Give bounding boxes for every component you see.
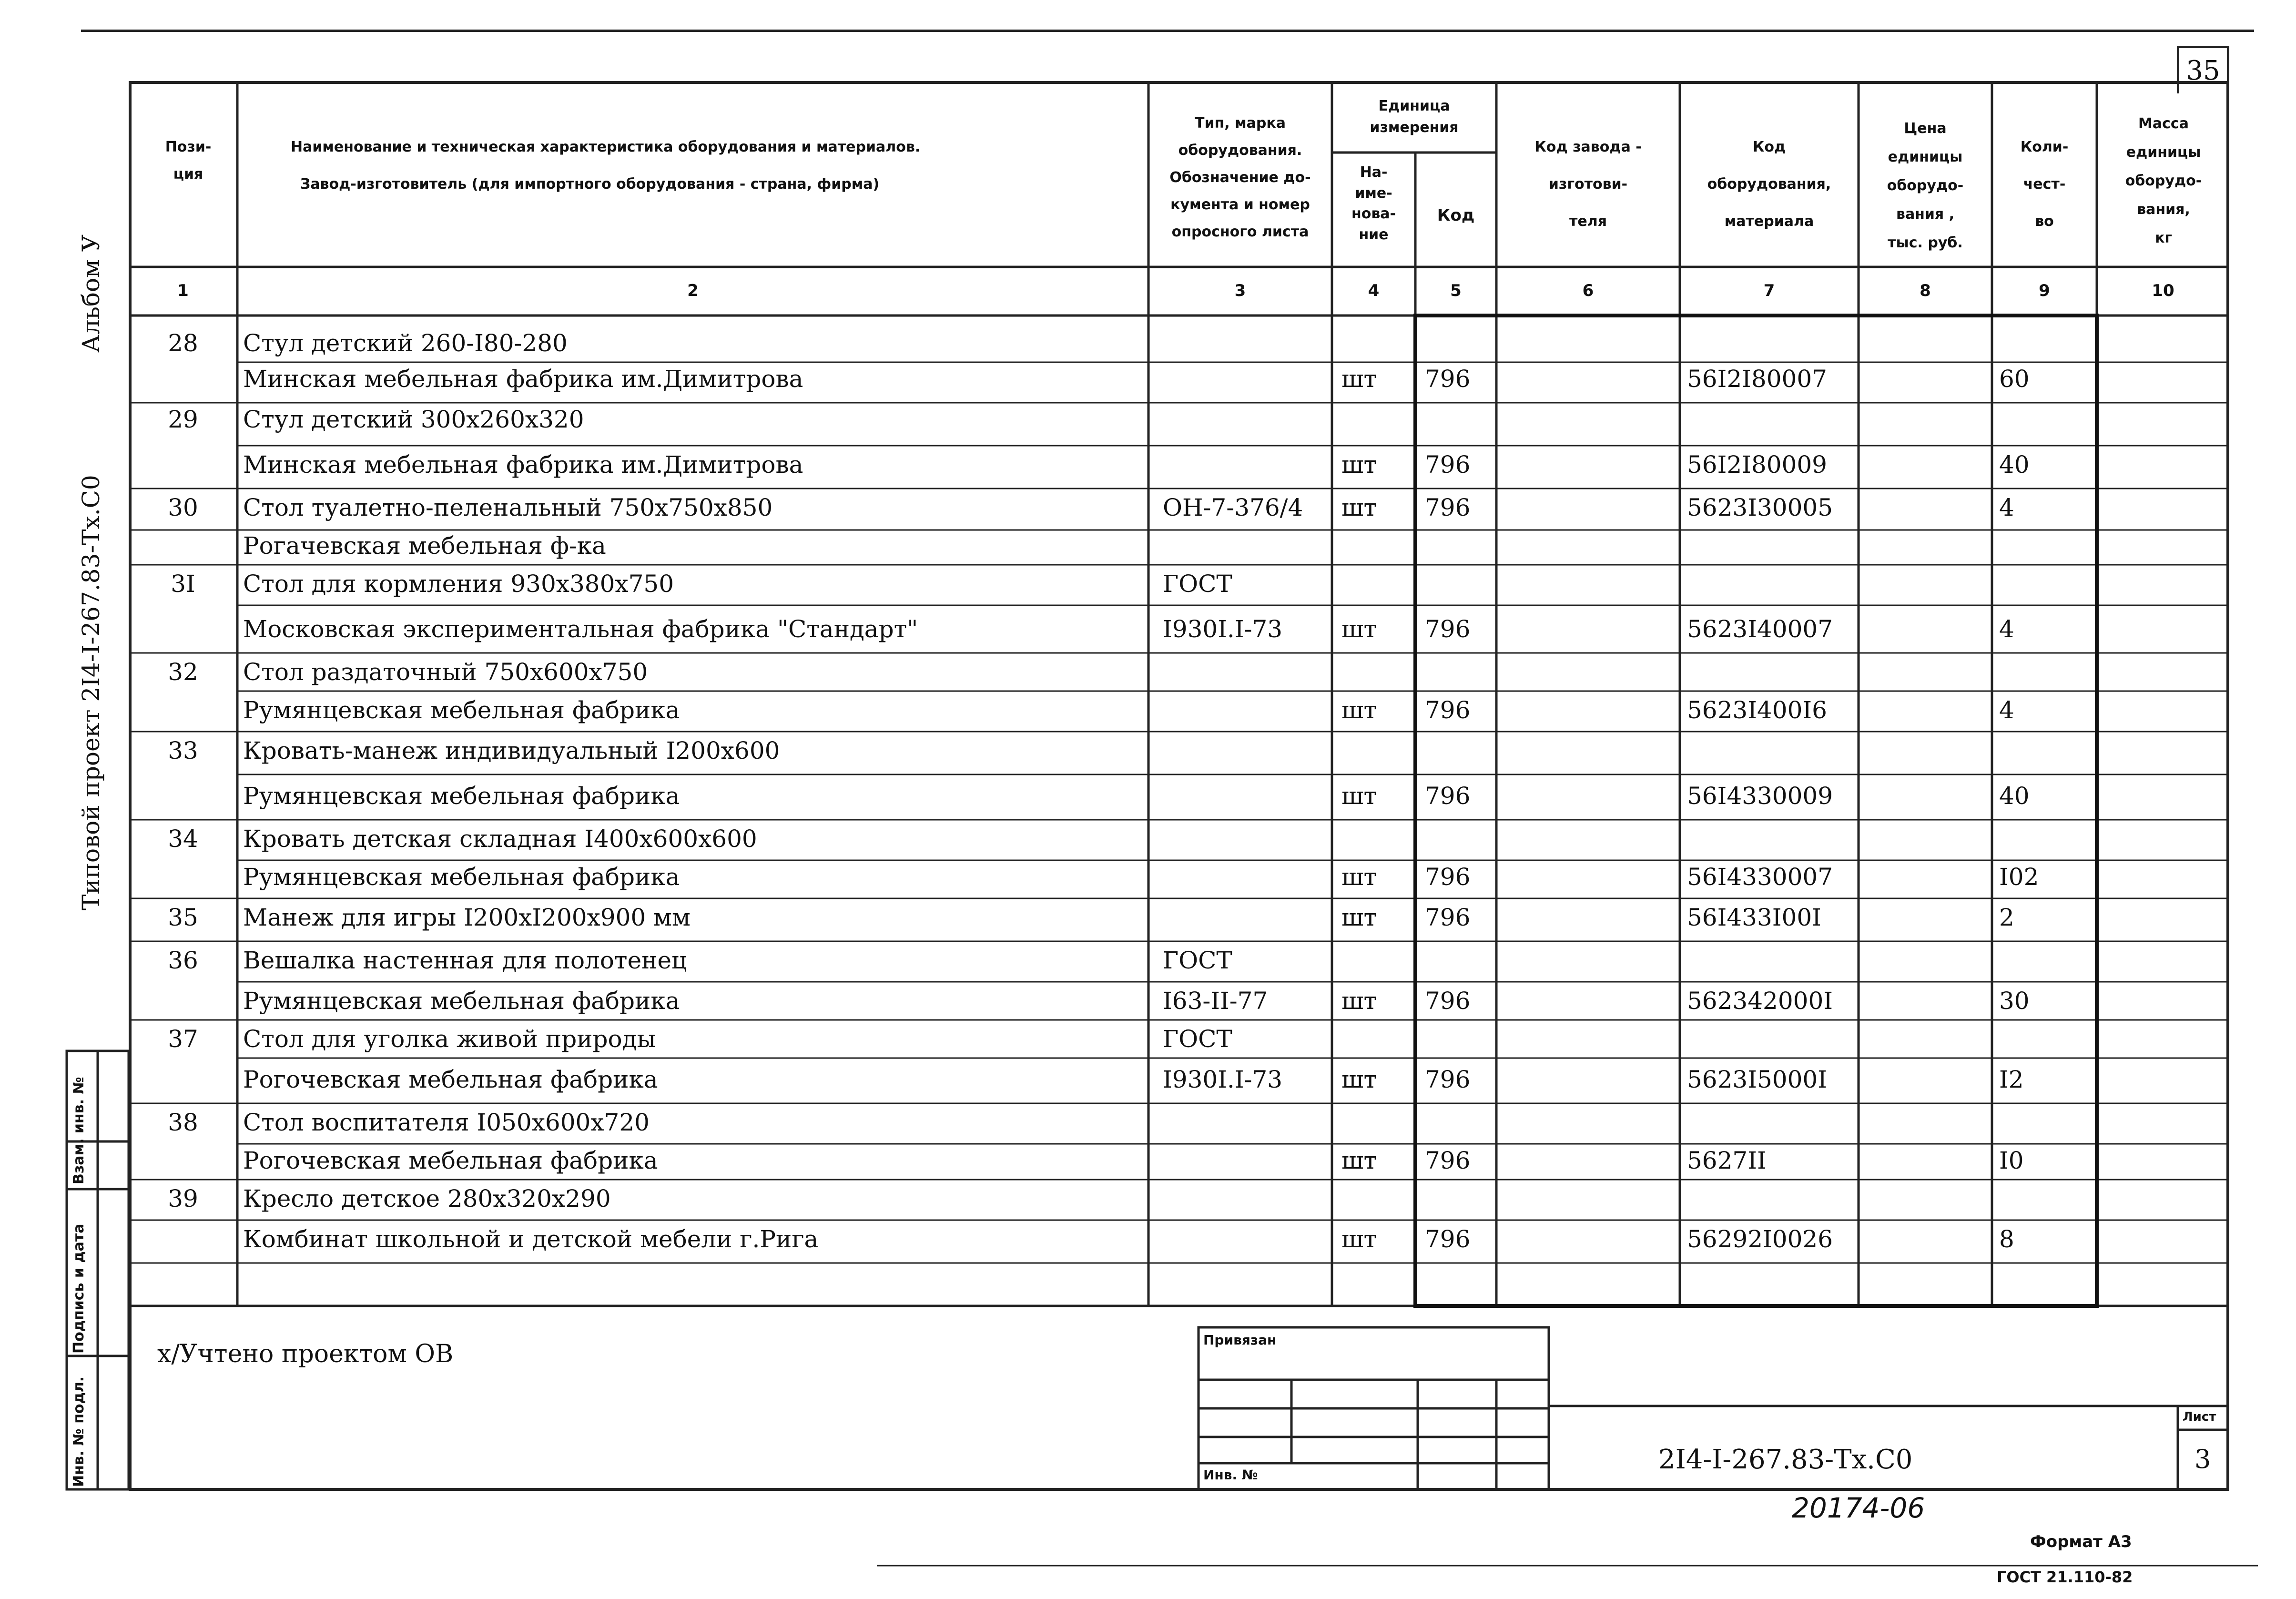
- cell-pos: 38: [168, 1109, 198, 1136]
- cell-code: 796: [1425, 1066, 1471, 1093]
- cell-qty: I02: [1999, 863, 2039, 891]
- cell-code: 796: [1425, 696, 1471, 724]
- cell-unit: шт: [1341, 494, 1377, 521]
- cell-code: 796: [1425, 1225, 1471, 1253]
- cell-name: Рогочевская мебельная фабрика: [243, 1066, 658, 1093]
- header-col1: Пози- ция: [165, 139, 212, 183]
- header-col3: Тип, марка оборудования. Обозначение до- кумента и номер опросного листа: [1169, 115, 1311, 240]
- side-box-sign: Подпись и дата: [71, 1223, 87, 1354]
- page-number: 35: [2177, 46, 2229, 93]
- cell-code: 796: [1425, 863, 1471, 891]
- cell-qty: 60: [1999, 365, 2030, 393]
- cell-pos: 28: [168, 329, 198, 357]
- cell-name: Кровать детская складная I400х600х600: [243, 825, 757, 853]
- cell-eqcode: 5623I30005: [1687, 494, 1833, 521]
- colnum-3: 3: [1234, 281, 1246, 300]
- cell-pos: 35: [168, 904, 198, 931]
- cell-pos: 37: [168, 1025, 198, 1053]
- cell-unit: шт: [1341, 696, 1377, 724]
- stamp-inv-label: Инв. №: [1203, 1467, 1258, 1483]
- header-col8: Цена единицы оборудо- вания , тыс. руб.: [1887, 120, 1964, 251]
- header-col5: Код: [1437, 206, 1475, 225]
- format-label: Формат А3: [2030, 1532, 2132, 1551]
- colnum-2: 2: [687, 281, 699, 300]
- cell-qty: I0: [1999, 1147, 2024, 1174]
- cell-name: Стол воспитателя I050х600х720: [243, 1109, 650, 1136]
- cell-pos: 32: [168, 658, 198, 686]
- cell-pos: 29: [168, 406, 198, 433]
- cell-name: Московская экспериментальная фабрика "Стандарт": [243, 615, 918, 643]
- colnum-10: 10: [2152, 281, 2174, 300]
- cell-qty: 40: [1999, 782, 2030, 810]
- handwritten-number: 20174-06: [1792, 1492, 1925, 1524]
- header-col7: Код оборудования, материала: [1707, 139, 1831, 230]
- cell-eqcode: 56I4330009: [1687, 782, 1833, 810]
- cell-name: Стол для кормления 930х380х750: [243, 570, 674, 598]
- side-box-inv: Инв. № подл.: [71, 1376, 87, 1487]
- cell-doc: ГОСТ: [1163, 1025, 1232, 1053]
- cell-unit: шт: [1341, 365, 1377, 393]
- cell-eqcode: 56I4330007: [1687, 863, 1833, 891]
- cell-qty: 2: [1999, 904, 2014, 931]
- cell-eqcode: 5627II: [1687, 1147, 1767, 1174]
- cell-pos: 34: [168, 825, 198, 853]
- cell-name: Минская мебельная фабрика им.Димитрова: [243, 365, 803, 393]
- header-col6: Код завода - изготови- теля: [1534, 139, 1642, 230]
- cell-code: 796: [1425, 987, 1471, 1015]
- side-box-replace: Взам. инв. №: [71, 1077, 87, 1184]
- colnum-1: 1: [177, 281, 189, 300]
- cell-name: Рогачевская мебельная ф-ка: [243, 532, 606, 560]
- cell-name: Рогочевская мебельная фабрика: [243, 1147, 658, 1174]
- cell-doc: I63-II-77: [1163, 987, 1268, 1015]
- header-col9: Коли- чест- во: [2020, 139, 2069, 230]
- header-col10: Масса единицы оборудо- вания, кг: [2125, 115, 2202, 246]
- cell-unit: шт: [1341, 615, 1377, 643]
- cell-qty: 40: [1999, 451, 2030, 479]
- cell-pos: 36: [168, 947, 198, 974]
- cell-name: Румянцевская мебельная фабрика: [243, 696, 680, 724]
- cell-doc: ОН-7-376/4: [1163, 494, 1303, 521]
- cell-qty: 4: [1999, 615, 2014, 643]
- cell-eqcode: 56I2I80009: [1687, 451, 1827, 479]
- cell-pos: 3I: [171, 570, 195, 598]
- cell-name: Стол для уголка живой природы: [243, 1025, 656, 1053]
- cell-code: 796: [1425, 451, 1471, 479]
- colnum-7: 7: [1763, 281, 1775, 300]
- cell-name: Кресло детское 280х320х290: [243, 1185, 611, 1212]
- cell-qty: 4: [1999, 696, 2014, 724]
- cell-unit: шт: [1341, 863, 1377, 891]
- project-label: Типовой проект 2I4-I-267.83-Тх.С0: [77, 475, 105, 910]
- cell-qty: 8: [1999, 1225, 2014, 1253]
- sheet-number: 3: [2194, 1444, 2211, 1474]
- cell-code: 796: [1425, 782, 1471, 810]
- cell-code: 796: [1425, 904, 1471, 931]
- footnote: х/Учтено проектом ОВ: [157, 1340, 454, 1368]
- cell-eqcode: 56I2I80007: [1687, 365, 1827, 393]
- cell-unit: шт: [1341, 782, 1377, 810]
- cell-name: Румянцевская мебельная фабрика: [243, 863, 680, 891]
- cell-name: Минская мебельная фабрика им.Димитрова: [243, 451, 803, 479]
- cell-pos: 39: [168, 1185, 198, 1212]
- cell-qty: 4: [1999, 494, 2014, 521]
- colnum-8: 8: [1920, 281, 1931, 300]
- cell-unit: шт: [1341, 1066, 1377, 1093]
- header-col4: На- име- нова- ние: [1351, 164, 1396, 243]
- album-label: Альбом У: [77, 234, 105, 353]
- cell-name: Стол раздаточный 750х600х750: [243, 658, 648, 686]
- cell-doc: I930I.I-73: [1163, 1066, 1283, 1093]
- colnum-9: 9: [2039, 281, 2050, 300]
- stamp-bound-label: Привязан: [1203, 1332, 1277, 1348]
- colnum-5: 5: [1450, 281, 1462, 300]
- cell-eqcode: 56292I0026: [1687, 1225, 1833, 1253]
- cell-code: 796: [1425, 365, 1471, 393]
- sheet-label: Лист: [2183, 1410, 2216, 1424]
- cell-code: 796: [1425, 494, 1471, 521]
- cell-code: 796: [1425, 615, 1471, 643]
- document-code: 2I4-I-267.83-Тх.С0: [1658, 1444, 1913, 1475]
- cell-unit: шт: [1341, 904, 1377, 931]
- cell-eqcode: 5623I40007: [1687, 615, 1833, 643]
- cell-eqcode: 5623I5000I: [1687, 1066, 1827, 1093]
- colnum-6: 6: [1582, 281, 1594, 300]
- cell-unit: шт: [1341, 1147, 1377, 1174]
- cell-unit: шт: [1341, 1225, 1377, 1253]
- cell-unit: шт: [1341, 451, 1377, 479]
- cell-eqcode: 5623I400I6: [1687, 696, 1827, 724]
- cell-doc: ГОСТ: [1163, 570, 1232, 598]
- cell-doc: I930I.I-73: [1163, 615, 1283, 643]
- gost-label: ГОСТ 21.110-82: [1997, 1568, 2133, 1586]
- cell-name: Румянцевская мебельная фабрика: [243, 782, 680, 810]
- header-unit-group: Единица измерения: [1370, 98, 1459, 136]
- header-col2: Наименование и техническая характеристика оборудования и материалов. Завод-изготовитель (для импортного оборудования - страна, фирма): [291, 139, 921, 193]
- cell-eqcode: 562342000I: [1687, 987, 1833, 1015]
- cell-name: Кровать-манеж индивидуальный I200х600: [243, 737, 780, 764]
- cell-code: 796: [1425, 1147, 1471, 1174]
- cell-doc: ГОСТ: [1163, 947, 1232, 974]
- cell-name: Комбинат школьной и детской мебели г.Рига: [243, 1225, 819, 1253]
- cell-qty: I2: [1999, 1066, 2024, 1093]
- cell-name: Стул детский 260-I80-280: [243, 329, 568, 357]
- cell-pos: 33: [168, 737, 198, 764]
- cell-unit: шт: [1341, 987, 1377, 1015]
- cell-name: Манеж для игры I200хI200х900 мм: [243, 904, 691, 931]
- cell-name: Стул детский 300х260х320: [243, 406, 584, 433]
- cell-qty: 30: [1999, 987, 2030, 1015]
- cell-name: Вешалка настенная для полотенец: [243, 947, 687, 974]
- cell-pos: 30: [168, 494, 198, 521]
- colnum-4: 4: [1368, 281, 1380, 300]
- cell-eqcode: 56I433I00I: [1687, 904, 1821, 931]
- cell-name: Румянцевская мебельная фабрика: [243, 987, 680, 1015]
- cell-name: Стол туалетно-пеленальный 750х750х850: [243, 494, 773, 521]
